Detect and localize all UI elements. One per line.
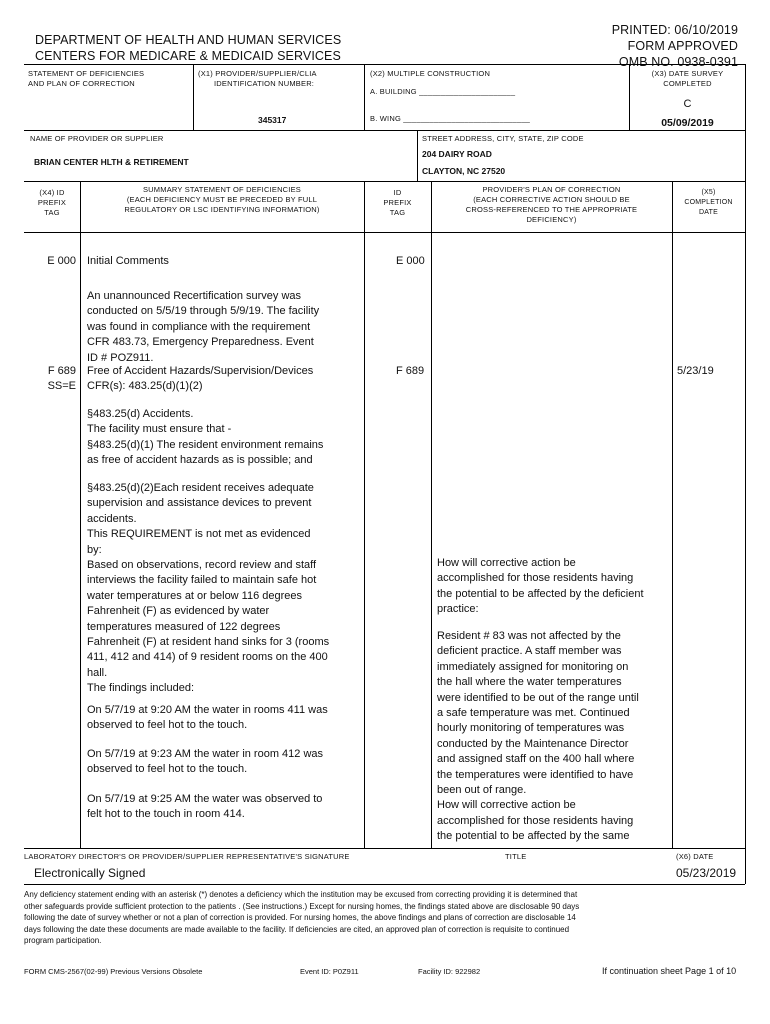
text-line: How will corrective action be [437,557,576,569]
f689-title-1: Free of Accident Hazards/Supervision/Devices [87,365,314,377]
plan-header-3: CROSS-REFERENCED TO THE APPROPRIATE [465,205,638,214]
text-line: Based on observations, record review and staff [87,559,317,572]
form-approved: FORM APPROVED [627,39,738,53]
divider [672,181,673,848]
plan-header-1: PROVIDER'S PLAN OF CORRECTION [482,185,621,194]
signature-label: LABORATORY DIRECTOR'S OR PROVIDER/SUPPLIER REPRESENTATIVE'S SIGNATURE [24,852,350,861]
regulation-text [87,407,323,469]
plan-header-2: (EACH CORRECTIVE ACTION SHOULD BE [473,195,630,204]
id-header-3: TAG [389,208,406,217]
text-line: §483.25(d) Accidents. [87,408,194,420]
text-line: §483.25(d)(1) The resident environment remains [87,438,324,451]
survey-code: C [683,98,692,110]
text-line: were identified to be out of the range until [437,691,639,704]
text-line: by: [87,543,102,556]
form-info [612,22,738,70]
footnote-line: Any deficiency statement ending with an asterisk (*) denotes a deficiency which the institution may be excused from correcting providing it is determined that [24,890,578,899]
footnote-line: program participation. [24,936,102,946]
omb-number: OMB NO. 0938-0391 [618,55,738,69]
text-line: supervision and assistance devices to prevent [87,497,312,510]
statement-label-2: AND PLAN OF CORRECTION [28,79,135,88]
signature-value: Electronically Signed [34,866,146,880]
text-line: ID # POZ911. [87,351,154,364]
text-line: The facility must ensure that - [87,423,232,436]
rule [24,232,745,233]
text-line: accomplished for those residents having [437,814,634,827]
x5-header-3: DATE [699,209,718,216]
x1-label-1: (X1) PROVIDER/SUPPLIER/CLIA [198,69,317,78]
divider [431,181,432,848]
dept-line-2: CENTERS FOR MEDICARE & MEDICAID SERVICES [35,49,341,63]
text-line: as free of accident hazards as is possible; and [87,454,313,467]
survey-date: 05/09/2019 [661,117,714,129]
f689-id-tag: F 689 [396,365,425,377]
statement-label-1: STATEMENT OF DEFICIENCIES [28,69,145,78]
text-line: the potential to be affected by the deficient [437,587,644,600]
text-line: a safe temperature was met. Continued [437,707,630,720]
divider [417,130,418,181]
x1-label [198,69,317,89]
divider [80,181,81,848]
text-line: water temperatures at or below 116 degrees [87,589,303,602]
f689-tag [24,364,76,395]
text-line: observed to feel hot to the touch. [87,719,248,732]
border-right [745,64,746,884]
title-label: TITLE [505,852,527,861]
id-header-1: ID [393,188,402,197]
rule [24,130,745,131]
text-line: This REQUIREMENT is not met as evidenced [87,528,311,541]
text-line: accidents. [87,512,137,525]
plan-header [431,185,672,225]
rule [24,64,745,65]
x3-label-1: (X3) DATE SURVEY [651,69,724,78]
footnote-line: days following the date these documents are made available to the facility. If deficiencies are cited, an approved plan of correction is requisite to continued [24,924,570,934]
f689-title [87,364,313,395]
rule [24,884,745,885]
text-line: On 5/7/19 at 9:25 AM the water was observed to [87,793,323,805]
address-city: CLAYTON, NC 27520 [422,166,506,176]
text-line: practice: [437,603,479,616]
x3-label [630,69,745,89]
plan-intro [437,556,644,618]
provider-label: NAME OF PROVIDER OR SUPPLIER [30,134,164,143]
text-line: and assigned staff on the 400 hall where [437,753,635,766]
e000-tag: E 000 [47,255,76,267]
summary-header-1: SUMMARY STATEMENT OF DEFICIENCIES [142,185,301,194]
page-number: If continuation sheet Page 1 of 10 [602,966,737,976]
observation-2 [87,747,323,778]
x5-header-1: (X5) [701,189,716,196]
text-line: §483.25(d)(2)Each resident receives adequate [87,482,314,494]
text-line: temperatures measured of 122 degrees [87,620,281,633]
x4-header-2: PREFIX [37,198,67,207]
text-line: Fahrenheit (F) at resident hand sinks for 3 (rooms [87,636,330,649]
text-line: On 5/7/19 at 9:20 AM the water in rooms 411 was [87,704,328,716]
text-line: The findings included: [87,682,195,695]
findings-text [87,481,329,697]
text-line: conducted by the Maintenance Director [437,737,629,750]
summary-header [80,185,364,215]
dept-line-1: DEPARTMENT OF HEALTH AND HUMAN SERVICES [35,33,342,47]
text-line: accomplished for those residents having [437,572,634,585]
plan-body [437,629,639,845]
provider-name: BRIAN CENTER HLTH & RETIREMENT [34,157,189,167]
x5-header [672,188,745,218]
footnote-line: other safeguards provide sufficient protection to the patients . (See instructions.) Except for nursing homes, the findings stated above are disclosable 90 days [24,901,580,911]
text-line: the potential to be affected by the same [437,830,630,843]
footnote-line: following the date of survey whether or not a plan of correction is provided. For nursing homes, the above findings and plans of correction are disclosable 14 [24,913,576,923]
signature-date: 05/23/2019 [676,866,737,880]
x5-header-2: COMPLETION [684,199,733,206]
divider [364,64,365,130]
e000-comment [87,289,319,366]
text-line: An unannounced Recertification survey was [87,290,302,302]
x1-label-2: IDENTIFICATION NUMBER: [214,79,315,88]
text-line: Fahrenheit (F) as evidenced by water [87,605,270,618]
printed-date: PRINTED: 06/10/2019 [611,23,738,37]
event-id: Event ID: P0Z911 [300,967,359,976]
footnote [24,889,579,947]
rule [24,181,745,182]
text-line: conducted on 5/5/19 through 5/9/19. The facility [87,305,320,318]
f689-title-2: CFR(s): 483.25(d)(1)(2) [87,380,203,393]
x4-header-3: TAG [44,208,60,217]
observation-1 [87,703,328,734]
text-line: hall. [87,666,108,679]
divider [364,181,365,848]
address-street: 204 DAIRY ROAD [422,149,492,159]
x4-header-1: (X4) ID [39,188,65,197]
form-number: FORM CMS-2567(02-99) Previous Versions Obsolete [24,967,203,976]
building-field: A. BUILDING ______________________ [370,87,516,96]
text-line: the temperatures were identified to have [437,768,634,781]
f689-tag-code: F 689 [47,365,76,377]
observation-3 [87,792,322,823]
facility-id: Facility ID: 922982 [418,967,481,976]
x2-label: (X2) MULTIPLE CONSTRUCTION [370,69,491,78]
text-line: deficient practice. A staff member was [437,645,622,658]
wing-field: B. WING _____________________________ [370,114,531,123]
signature-date-label: (X6) DATE [676,852,714,861]
rule [24,848,745,849]
provider-number: 345317 [258,115,287,125]
e000-title: Initial Comments [87,255,169,267]
address-label: STREET ADDRESS, CITY, STATE, ZIP CODE [422,134,584,143]
x3-label-2: COMPLETED [663,79,712,88]
text-line: Resident # 83 was not affected by the [437,630,621,642]
id-header [364,188,431,218]
text-line: was found in compliance with the requirement [87,320,311,333]
statement-label [28,69,144,89]
department-name [35,32,341,64]
x4-header [24,188,80,218]
id-header-2: PREFIX [383,198,412,207]
f689-completion-date: 5/23/19 [677,365,714,377]
text-line: been out of range. [437,784,527,797]
divider [193,64,194,130]
text-line: hourly monitoring of temperatures was [437,722,625,735]
text-line: the hall where the water temperatures [437,676,622,689]
text-line: On 5/7/19 at 9:23 AM the water in room 412 was [87,748,324,760]
summary-header-3: REGULATORY OR LSC IDENTIFYING INFORMATION) [124,205,320,214]
e000-id-tag: E 000 [396,255,425,267]
text-line: felt hot to the touch in room 414. [87,808,245,821]
text-line: observed to feel hot to the touch. [87,763,248,776]
f689-scope: SS=E [47,380,76,393]
text-line: interviews the facility failed to maintain safe hot [87,574,317,587]
summary-header-2: (EACH DEFICIENCY MUST BE PRECEDED BY FULL [126,195,318,204]
text-line: CFR 483.73, Emergency Preparedness. Event [87,336,314,349]
text-line: How will corrective action be [437,799,576,812]
text-line: immediately assigned for monitoring on [437,660,629,673]
text-line: 411, 412 and 414) of 9 resident rooms on the 400 [87,651,328,664]
plan-header-4: DEFICIENCY) [526,215,577,224]
